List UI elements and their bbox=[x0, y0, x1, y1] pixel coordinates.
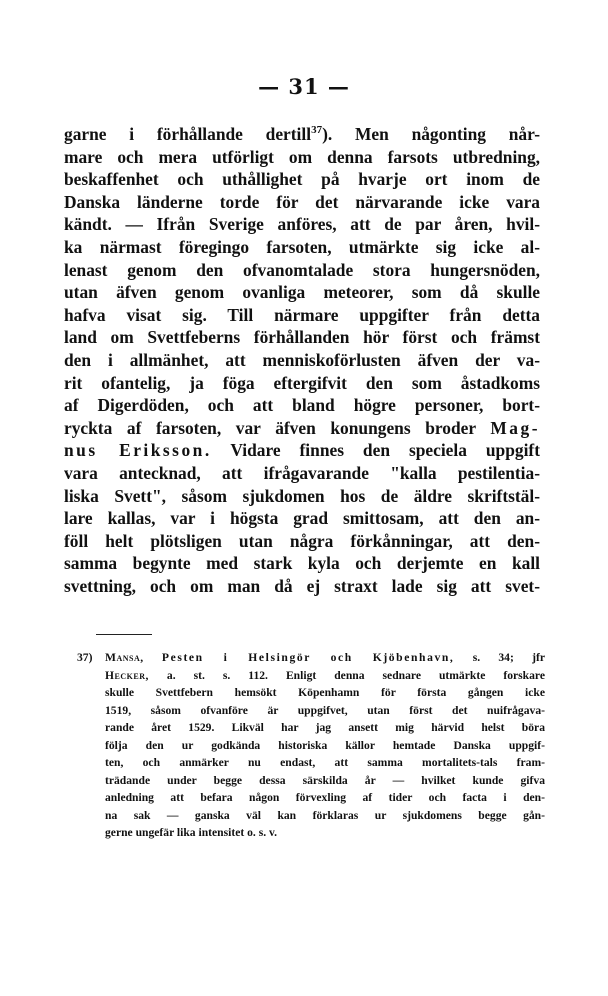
text-line: lenast genom den ofvanomtalade stora hungersnöden, bbox=[64, 259, 540, 280]
text-line: ryckta af farsoten, var äfven konungens broder Mag- bbox=[64, 417, 540, 438]
text-line: af Digerdöden, och att bland högre personer, bort- bbox=[64, 395, 540, 416]
footnote-line: trädande under begge dessa särskilda år — hvilket kunde gifva bbox=[105, 773, 545, 787]
text-line: ka närmast föregingo farsoten, utmärkte sig icke al- bbox=[64, 236, 540, 257]
footnote-line: na sak — ganska väl kan förklaras ur sjukdomens begge gån- bbox=[105, 808, 545, 822]
text-line: beskaffenhet och uthållighet på hvarje ort inom de bbox=[64, 169, 540, 190]
footnote-line: anledning att befara någon förvexling af tider och facta i den- bbox=[105, 791, 545, 804]
text-line: mare och mera utförligt om denna farsots utbredning, bbox=[64, 146, 540, 167]
text-line: nus Eriksson. Vidare finnes den speciela uppgift bbox=[64, 440, 540, 461]
footnote-line: följa den ur godkända historiska källor hemtade Danska uppgif- bbox=[105, 738, 545, 752]
page-number: — 31 — bbox=[258, 74, 350, 99]
text-line: vara antecknad, att ifrågavarande "kalla pestilentia- bbox=[64, 462, 540, 483]
text-line: land om Svettfeberns förhållanden hör först och främst bbox=[64, 327, 540, 348]
footnote-author: Mansa, bbox=[105, 651, 144, 664]
text-line: lare kallas, var i högsta grad smittosam, att den an- bbox=[64, 508, 540, 529]
footnote-reference: 37 bbox=[311, 124, 323, 137]
footnote-line: 1519, såsom ofvanföre är uppgifvet, utan först det nuifrågava- bbox=[105, 703, 545, 717]
text-line: föll helt plötsligen utan några förkånningar, att den- bbox=[64, 530, 540, 551]
footnote-line: Hecker, a. st. s. 112. Enligt denna sednare utmärkte forskare bbox=[105, 668, 545, 682]
text-line: svettning, och om man då ej straxt lade sig att svet- bbox=[64, 575, 540, 596]
text-line: utan äfven genom ovanliga meteorer, som då skulle bbox=[64, 282, 540, 303]
footnote-separator bbox=[96, 634, 152, 635]
text-line: kändt. — Ifrån Sverige anföres, att de par åren, hvil- bbox=[64, 214, 540, 235]
main-text bbox=[64, 123, 540, 597]
footnote-line: skulle Svettfebern hemsökt Köpenhamn för första gången icke bbox=[105, 686, 545, 699]
footnote-line: 37) Mansa, Pesten i Helsingör och Kjöbenhavn, s. 34; jfr bbox=[77, 649, 545, 667]
text-line: garne i förhållande dertill$^{37}$). Men någonting når- bbox=[64, 124, 540, 144]
spaced-name: Mag- bbox=[490, 417, 540, 438]
text-line: den i allmänhet, att menniskoförlusten äfven der va- bbox=[64, 349, 540, 370]
spaced-name: nus Eriksson. bbox=[64, 440, 212, 461]
footnote-line: gerne ungefär lika intensitet o. s. v. bbox=[105, 826, 278, 839]
text-line: Danska länderne torde för det närvarande icke vara bbox=[64, 191, 540, 212]
footnote-line: rande året 1529. Likväl har jag ansett mig härvid helst böra bbox=[105, 721, 545, 734]
footnote-title: Pesten i Helsingör och Kjöbenhavn, bbox=[161, 651, 455, 664]
text-line: samma begynte med stark kyla och derjemte en kall bbox=[64, 553, 540, 574]
footnote bbox=[77, 649, 545, 842]
footnote-marker: 37) bbox=[77, 651, 93, 664]
text-line: hafva visat sig. Till närmare uppgifter från detta bbox=[64, 304, 540, 325]
footnote-author: Hecker, bbox=[105, 668, 149, 682]
footnote-line: ten, och anmärker nu endast, att samma mortalitets-tals fram- bbox=[105, 756, 545, 769]
text-line: rit ofantelig, ja föga eftergifvit den som åstadkoms bbox=[64, 372, 540, 393]
text-line: liska Svett", såsom sjukdomen hos de äldre skriftstäl- bbox=[64, 485, 540, 506]
